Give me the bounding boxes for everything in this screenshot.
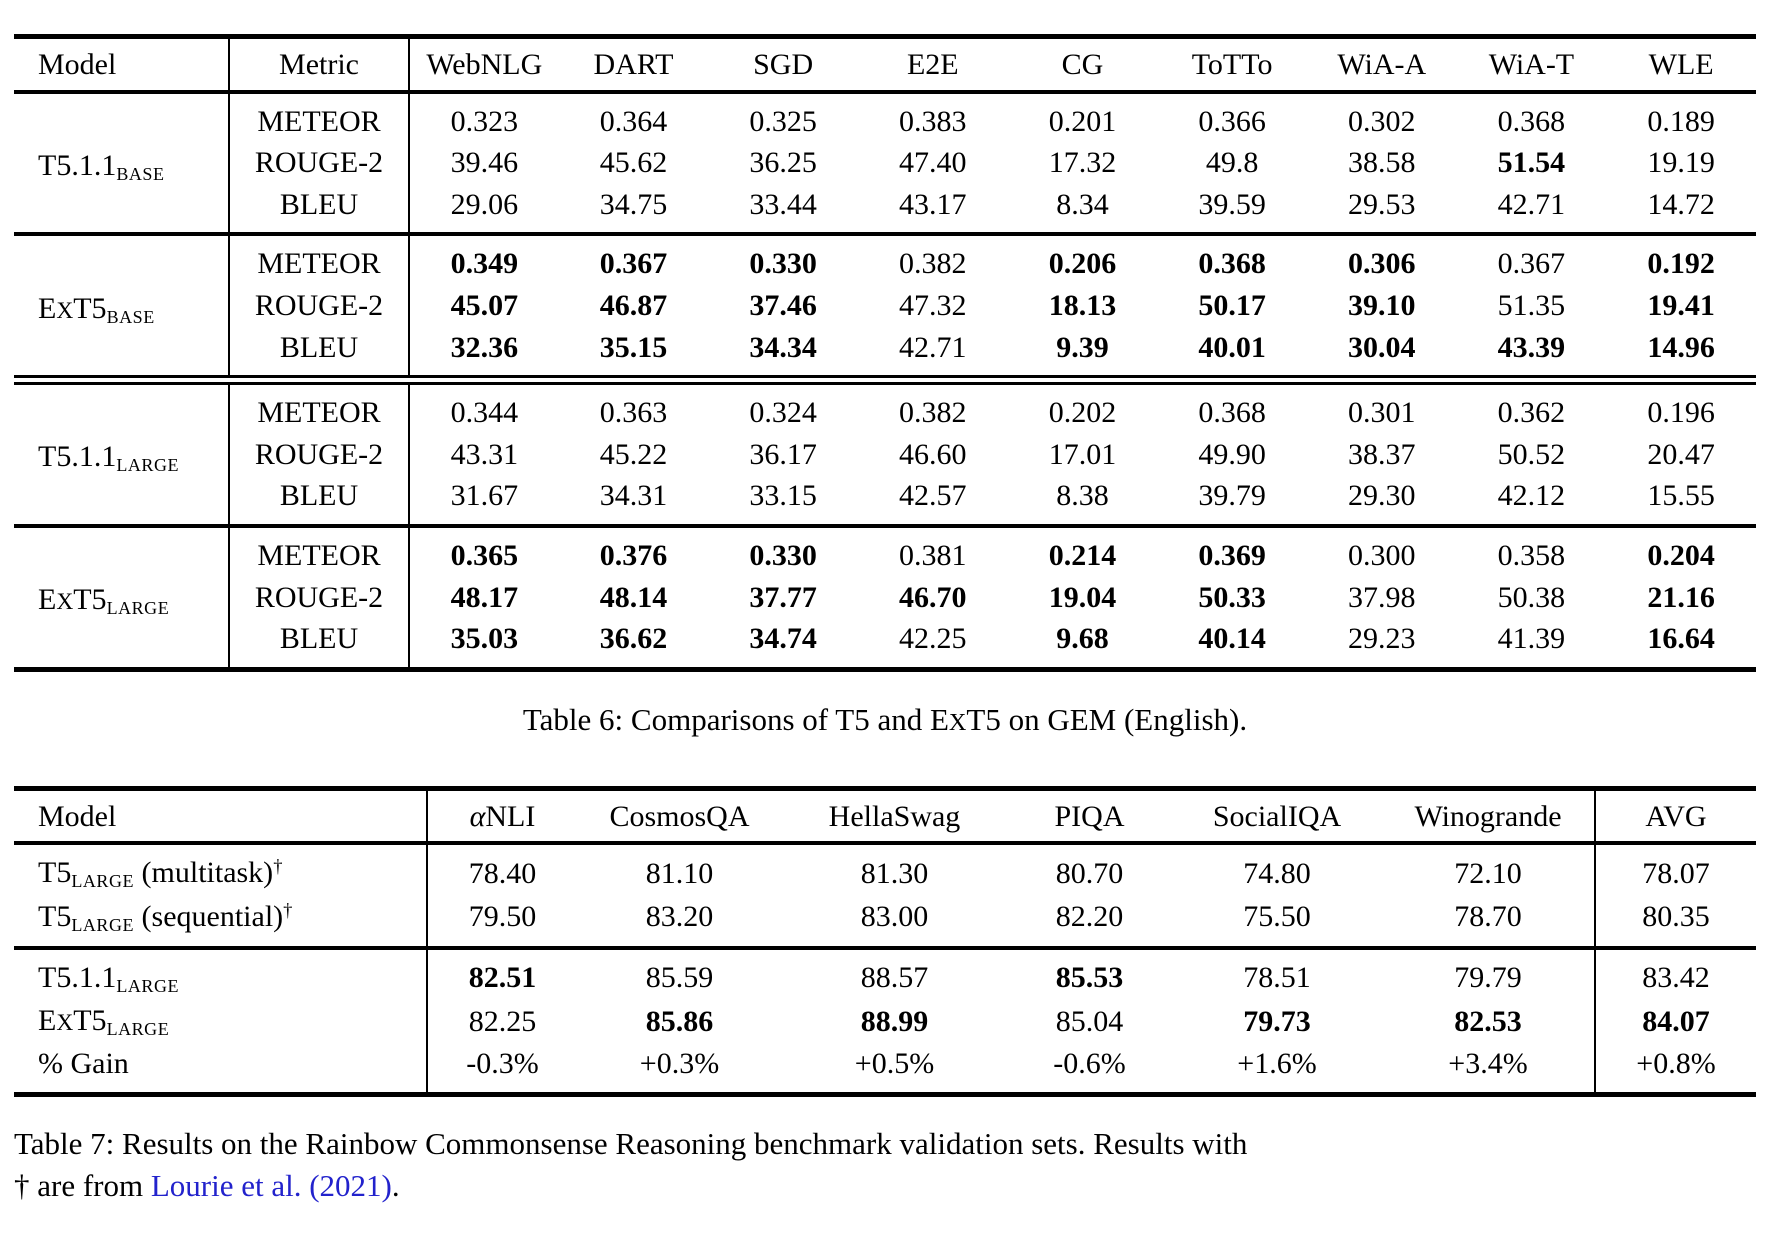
- column-header: E2E: [858, 37, 1008, 92]
- metric-cell: BLEU: [229, 618, 409, 669]
- model-label: E: [38, 1003, 57, 1037]
- metric-cell: ROUGE-2: [229, 434, 409, 476]
- table-row: [14, 948, 1756, 1000]
- caption-text: .: [391, 1168, 400, 1204]
- value-cell: 42.25: [858, 618, 1008, 669]
- model-label: BASE: [106, 306, 155, 327]
- value-cell: 85.04: [1055, 1004, 1124, 1038]
- value-cell: 0.202: [1048, 396, 1117, 430]
- metric-cell: BLEU: [229, 184, 409, 235]
- table-row: [14, 577, 1756, 619]
- column-header: Model: [14, 37, 229, 92]
- value-cell: 34.31: [559, 475, 709, 526]
- model-label: E: [38, 583, 57, 617]
- value-cell: 0.362: [1497, 396, 1566, 430]
- column-header: WiA-T: [1457, 37, 1607, 92]
- value-cell: 0.381: [899, 538, 967, 572]
- value-cell: 35.15: [559, 327, 709, 381]
- value-cell: 0.382: [899, 247, 967, 281]
- table-row: [14, 380, 1756, 434]
- header-row: [14, 37, 1756, 92]
- value-cell: 38.58: [1348, 146, 1416, 180]
- value-cell: 80.35: [1595, 896, 1756, 948]
- value-cell: 0.204: [1647, 538, 1715, 572]
- table-row: [14, 92, 1756, 143]
- model-label: †: [283, 900, 293, 922]
- value-cell: 19.19: [1647, 146, 1715, 180]
- caption-text: T5 on GEM (English).: [966, 701, 1248, 737]
- value-cell: 17.32: [1048, 146, 1117, 180]
- column-header-label: PIQA: [1054, 799, 1125, 833]
- column-header-label: α: [469, 799, 486, 833]
- caption-text: X: [948, 708, 967, 736]
- value-cell: 32.36: [409, 327, 559, 381]
- value-cell: 82.20: [1007, 896, 1172, 948]
- table-row: [14, 618, 1756, 669]
- model-label: (sequential): [134, 899, 284, 933]
- value-cell: 0.368: [1198, 247, 1266, 281]
- model-label: T5: [73, 1003, 107, 1037]
- value-cell: 85.53: [1055, 961, 1124, 995]
- value-cell: 0.367: [1497, 247, 1566, 281]
- value-cell: 45.62: [599, 146, 668, 180]
- value-cell: 37.77: [749, 580, 817, 614]
- value-cell: 49.90: [1198, 437, 1266, 471]
- value-cell: 40.14: [1157, 618, 1307, 669]
- value-cell: 0.192: [1647, 247, 1715, 281]
- model-label: T5: [73, 583, 107, 617]
- column-header-label: NLI: [485, 799, 536, 833]
- column-header-label: Winogrande: [1414, 799, 1562, 833]
- model-label: T5: [38, 899, 72, 933]
- value-cell: 37.98: [1348, 580, 1416, 614]
- model-cell: [14, 1043, 427, 1094]
- header-row: [14, 788, 1756, 843]
- value-cell: 72.10: [1454, 857, 1522, 891]
- table7-caption: [14, 1123, 1756, 1209]
- model-cell: [14, 1000, 427, 1043]
- table-row: [14, 327, 1756, 381]
- model-cell: [14, 92, 229, 235]
- value-cell: 8.34: [1008, 184, 1158, 235]
- value-cell: 34.74: [708, 618, 858, 669]
- value-cell: +0.3%: [577, 1043, 782, 1094]
- metric-cell: METEOR: [229, 526, 409, 577]
- value-cell: 36.25: [749, 146, 817, 180]
- column-header-label: AVG: [1645, 799, 1707, 833]
- value-cell: +3.4%: [1382, 1043, 1595, 1094]
- value-cell: 30.04: [1307, 327, 1457, 381]
- column-header-label: HellaSwag: [828, 799, 961, 833]
- value-cell: 29.23: [1307, 618, 1457, 669]
- metric-cell: METEOR: [229, 234, 409, 285]
- column-header-label: SocialIQA: [1212, 799, 1342, 833]
- value-cell: 43.39: [1457, 327, 1607, 381]
- value-cell: 0.300: [1348, 538, 1416, 572]
- value-cell: 0.382: [899, 396, 967, 430]
- value-cell: 0.306: [1348, 247, 1416, 281]
- value-cell: 9.68: [1008, 618, 1158, 669]
- value-cell: 0.358: [1497, 538, 1566, 572]
- value-cell: 17.01: [1048, 437, 1117, 471]
- value-cell: 47.40: [899, 146, 967, 180]
- model-label: T5: [73, 291, 107, 325]
- metric-cell: ROUGE-2: [229, 577, 409, 619]
- value-cell: 41.39: [1457, 618, 1607, 669]
- value-cell: 39.59: [1157, 184, 1307, 235]
- model-label: X: [56, 589, 74, 616]
- metric-cell: ROUGE-2: [229, 285, 409, 327]
- value-cell: +0.5%: [782, 1043, 1007, 1094]
- caption-text: Table 6: Comparisons of T5 and E: [522, 701, 949, 737]
- value-cell: 0.325: [749, 104, 817, 138]
- value-cell: 43.17: [858, 184, 1008, 235]
- value-cell: 81.30: [860, 857, 929, 891]
- value-cell: 39.79: [1157, 475, 1307, 526]
- value-cell: 48.14: [599, 580, 668, 614]
- value-cell: 35.03: [409, 618, 559, 669]
- value-cell: -0.6%: [1007, 1043, 1172, 1094]
- column-header: [782, 788, 1007, 843]
- column-header: [1595, 788, 1756, 843]
- model-label: X: [56, 1009, 74, 1036]
- rainbow-results-table: [14, 786, 1756, 1097]
- value-cell: 39.46: [450, 146, 519, 180]
- model-label: LARGE: [71, 914, 135, 935]
- value-cell: 50.17: [1198, 288, 1266, 322]
- value-cell: 0.330: [749, 538, 817, 572]
- table-row: [14, 1043, 1756, 1094]
- model-label: X: [56, 297, 74, 324]
- value-cell: 45.07: [450, 288, 519, 322]
- value-cell: 83.20: [577, 896, 782, 948]
- column-header: WLE: [1606, 37, 1756, 92]
- value-cell: 0.368: [1497, 104, 1566, 138]
- model-label: LARGE: [116, 975, 180, 996]
- value-cell: 50.33: [1198, 580, 1266, 614]
- value-cell: 78.70: [1382, 896, 1595, 948]
- value-cell: 42.12: [1457, 475, 1607, 526]
- gem-table-header: [14, 37, 1756, 92]
- value-cell: 8.38: [1008, 475, 1158, 526]
- column-header: Metric: [229, 37, 409, 92]
- value-cell: 74.80: [1243, 857, 1311, 891]
- value-cell: 0.206: [1048, 247, 1117, 281]
- model-cell: [14, 380, 229, 526]
- model-label: E: [38, 291, 57, 325]
- metric-cell: METEOR: [229, 380, 409, 434]
- value-cell: 34.75: [559, 184, 709, 235]
- column-header-label: CosmosQA: [609, 799, 750, 833]
- value-cell: 81.10: [645, 857, 714, 891]
- value-cell: 46.87: [599, 288, 668, 322]
- value-cell: 0.369: [1198, 538, 1266, 572]
- value-cell: 82.25: [468, 1004, 537, 1038]
- page: [14, 0, 1756, 1208]
- metric-cell: BLEU: [229, 327, 409, 381]
- model-cell: [14, 843, 427, 895]
- value-cell: 0.364: [599, 104, 668, 138]
- metric-cell: METEOR: [229, 92, 409, 143]
- model-label: T5: [38, 856, 72, 890]
- value-cell: 82.53: [1454, 1004, 1522, 1038]
- value-cell: 88.99: [860, 1004, 929, 1038]
- column-header: [1172, 788, 1382, 843]
- value-cell: 0.323: [450, 104, 519, 138]
- model-section: [14, 380, 1756, 526]
- value-cell: 83.00: [782, 896, 1007, 948]
- value-cell: 0.344: [450, 396, 519, 430]
- table-row: [14, 184, 1756, 235]
- metric-cell: ROUGE-2: [229, 142, 409, 184]
- value-cell: 50.52: [1497, 437, 1566, 471]
- value-cell: 40.01: [1157, 327, 1307, 381]
- model-label: †: [273, 857, 283, 879]
- value-cell: 0.383: [899, 104, 967, 138]
- value-cell: 0.196: [1647, 396, 1715, 430]
- model-label: (multitask): [134, 856, 274, 890]
- value-cell: 78.07: [1595, 843, 1756, 895]
- value-cell: 45.22: [599, 437, 668, 471]
- column-header: [427, 788, 577, 843]
- value-cell: 34.34: [708, 327, 858, 381]
- gem-results-table: [14, 34, 1756, 672]
- value-cell: 85.86: [645, 1004, 714, 1038]
- model-label: LARGE: [116, 455, 180, 476]
- value-cell: 9.39: [1008, 327, 1158, 381]
- value-cell: 85.59: [645, 961, 714, 995]
- model-label: BASE: [116, 163, 165, 184]
- value-cell: 84.07: [1595, 1000, 1756, 1043]
- table-row: [14, 434, 1756, 476]
- value-cell: 88.57: [860, 961, 929, 995]
- model-label: T5.1.1: [38, 440, 117, 474]
- rainbow-table-header: [14, 788, 1756, 843]
- value-cell: 14.96: [1606, 327, 1756, 381]
- model-cell: [14, 896, 427, 948]
- table-row: [14, 142, 1756, 184]
- value-cell: 75.50: [1172, 896, 1382, 948]
- table-row: [14, 475, 1756, 526]
- model-label: T5.1.1: [38, 960, 117, 994]
- value-cell: 20.47: [1647, 437, 1715, 471]
- value-cell: 0.201: [1048, 104, 1117, 138]
- value-cell: 0.324: [749, 396, 817, 430]
- value-cell: 79.73: [1243, 1004, 1311, 1038]
- value-cell: 0.189: [1647, 104, 1715, 138]
- model-section: [14, 234, 1756, 380]
- value-cell: 49.8: [1205, 146, 1259, 180]
- value-cell: 36.17: [749, 437, 817, 471]
- value-cell: 42.57: [858, 475, 1008, 526]
- table6-caption: [14, 702, 1756, 738]
- value-cell: 0.368: [1198, 396, 1266, 430]
- value-cell: 33.15: [708, 475, 858, 526]
- column-header: [14, 788, 427, 843]
- table-row: [14, 526, 1756, 577]
- value-cell: 80.70: [1055, 857, 1124, 891]
- model-group: [14, 948, 1756, 1094]
- value-cell: 38.37: [1348, 437, 1416, 471]
- value-cell: 0.302: [1348, 104, 1416, 138]
- column-header: [577, 788, 782, 843]
- table-row: [14, 896, 1756, 948]
- value-cell: 36.62: [559, 618, 709, 669]
- citation-link-lourie-2021[interactable]: Lourie et al. (2021): [150, 1168, 392, 1204]
- value-cell: 0.330: [749, 247, 817, 281]
- column-header: DART: [559, 37, 709, 92]
- value-cell: 83.42: [1595, 948, 1756, 1000]
- value-cell: 19.41: [1647, 288, 1715, 322]
- column-header: ToTTo: [1157, 37, 1307, 92]
- caption-text: Table 7: Results on the Rainbow Commonsense Reasoning benchmark validation sets. Results with: [14, 1125, 1248, 1161]
- value-cell: 18.13: [1048, 288, 1117, 322]
- value-cell: 0.214: [1048, 538, 1117, 572]
- model-label: LARGE: [71, 871, 135, 892]
- value-cell: 51.35: [1497, 288, 1566, 322]
- value-cell: 14.72: [1606, 184, 1756, 235]
- value-cell: -0.3%: [427, 1043, 577, 1094]
- model-cell: [14, 526, 229, 669]
- value-cell: 0.363: [599, 396, 668, 430]
- value-cell: 43.31: [450, 437, 519, 471]
- value-cell: 0.376: [599, 538, 668, 572]
- table-row: [14, 234, 1756, 285]
- value-cell: 79.79: [1454, 961, 1522, 995]
- value-cell: 0.301: [1348, 396, 1416, 430]
- value-cell: 0.365: [450, 538, 519, 572]
- value-cell: 46.70: [899, 580, 967, 614]
- column-header: SGD: [708, 37, 858, 92]
- value-cell: 15.55: [1606, 475, 1756, 526]
- model-label: T5.1.1: [38, 148, 117, 182]
- value-cell: 33.44: [708, 184, 858, 235]
- column-header: [1382, 788, 1595, 843]
- value-cell: 51.54: [1497, 146, 1566, 180]
- table-row: [14, 285, 1756, 327]
- model-section: [14, 526, 1756, 669]
- value-cell: 0.366: [1198, 104, 1266, 138]
- model-label: % Gain: [38, 1047, 129, 1081]
- column-header: [1007, 788, 1172, 843]
- value-cell: 42.71: [858, 327, 1008, 381]
- caption-text: † are from: [14, 1168, 151, 1204]
- value-cell: 29.30: [1307, 475, 1457, 526]
- model-cell: [14, 234, 229, 380]
- value-cell: +1.6%: [1172, 1043, 1382, 1094]
- value-cell: 29.53: [1307, 184, 1457, 235]
- table-row: [14, 843, 1756, 895]
- column-header: CG: [1008, 37, 1158, 92]
- value-cell: 37.46: [749, 288, 817, 322]
- value-cell: 31.67: [409, 475, 559, 526]
- table-row: [14, 1000, 1756, 1043]
- value-cell: 46.60: [899, 437, 967, 471]
- value-cell: 50.38: [1497, 580, 1566, 614]
- metric-cell: BLEU: [229, 475, 409, 526]
- caption-line: [14, 1165, 1756, 1208]
- value-cell: 16.64: [1606, 618, 1756, 669]
- column-header: WiA-A: [1307, 37, 1457, 92]
- value-cell: 48.17: [450, 580, 519, 614]
- value-cell: 21.16: [1647, 580, 1715, 614]
- model-section: [14, 92, 1756, 235]
- value-cell: 47.32: [899, 288, 967, 322]
- column-header: WebNLG: [409, 37, 559, 92]
- value-cell: 39.10: [1348, 288, 1416, 322]
- value-cell: 29.06: [409, 184, 559, 235]
- value-cell: 19.04: [1048, 580, 1117, 614]
- caption-line: [14, 1123, 1756, 1166]
- model-cell: [14, 948, 427, 1000]
- model-group: [14, 843, 1756, 947]
- value-cell: 78.40: [468, 857, 537, 891]
- value-cell: 0.349: [450, 247, 519, 281]
- value-cell: 82.51: [468, 961, 537, 995]
- value-cell: +0.8%: [1595, 1043, 1756, 1094]
- column-header-label: Model: [38, 799, 117, 833]
- value-cell: 42.71: [1457, 184, 1607, 235]
- model-label: LARGE: [106, 1018, 170, 1039]
- value-cell: 79.50: [427, 896, 577, 948]
- value-cell: 78.51: [1243, 961, 1311, 995]
- value-cell: 0.367: [599, 247, 668, 281]
- model-label: LARGE: [106, 598, 170, 619]
